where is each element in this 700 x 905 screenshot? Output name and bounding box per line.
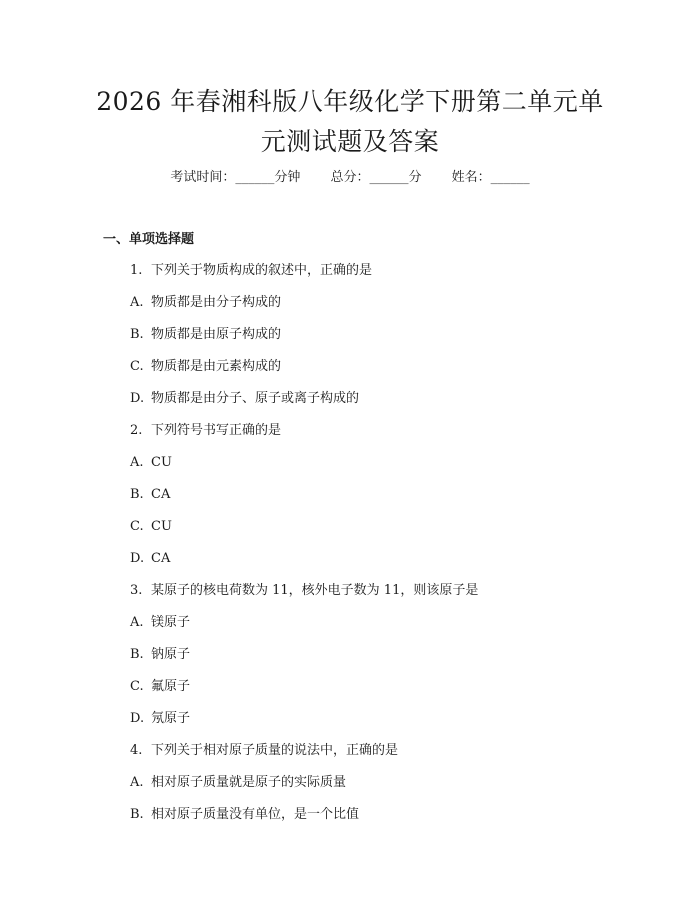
document-title: [60, 82, 640, 162]
option-1c: [130, 357, 281, 377]
question-number: 3.: [130, 583, 143, 598]
option-1d: [130, 389, 359, 409]
option-letter: A.: [130, 775, 144, 790]
question-number: 2.: [130, 423, 143, 438]
question-stem: 下列符号书写正确的是: [151, 423, 282, 438]
option-text: 物质都是由分子、原子或离子构成的: [151, 391, 360, 406]
student-name-field: 姓名：______: [451, 170, 530, 185]
option-letter: C.: [130, 679, 144, 694]
option-3c: [130, 677, 190, 697]
question-2: [130, 421, 281, 441]
option-letter: C.: [130, 359, 144, 374]
option-letter: A.: [130, 615, 144, 630]
exam-meta: [0, 168, 700, 188]
option-text: 钠原子: [151, 647, 191, 662]
option-text: 物质都是由元素构成的: [151, 359, 282, 374]
option-text: CU: [151, 519, 172, 534]
option-letter: B.: [130, 807, 144, 822]
option-text: 镁原子: [151, 615, 191, 630]
section-heading: 一、单项选择题: [103, 232, 195, 247]
option-letter: B.: [130, 647, 144, 662]
option-letter: C.: [130, 519, 144, 534]
option-letter: D.: [130, 711, 145, 726]
total-score-field: 总分：______分: [330, 170, 422, 185]
option-1b: [130, 325, 281, 345]
option-text: CA: [151, 551, 171, 566]
question-number: 1.: [130, 263, 143, 278]
option-2d: [130, 549, 170, 569]
option-letter: B.: [130, 487, 144, 502]
option-2a: [130, 453, 172, 473]
question-1: [130, 261, 372, 281]
option-4a: [130, 773, 346, 793]
question-stem: 下列关于相对原子质量的说法中，正确的是: [151, 743, 399, 758]
option-text: 相对原子质量没有单位，是一个比值: [151, 807, 360, 822]
option-text: 物质都是由原子构成的: [151, 327, 282, 342]
option-text: 氖原子: [151, 711, 191, 726]
option-letter: A.: [130, 295, 144, 310]
question-4: [130, 741, 398, 761]
question-number: 4.: [130, 743, 143, 758]
option-2c: [130, 517, 172, 537]
option-3a: [130, 613, 190, 633]
option-text: CA: [151, 487, 171, 502]
question-stem: 下列关于物质构成的叙述中，正确的是: [151, 263, 373, 278]
exam-time-field: 考试时间：______分钟: [170, 170, 301, 185]
option-4b: [130, 805, 359, 825]
option-2b: [130, 485, 170, 505]
question-stem: 某原子的核电荷数为 11，核外电子数为 11，则该原子是: [151, 583, 479, 598]
title-line-1: 2026 年春湘科版八年级化学下册第二单元单: [96, 87, 604, 116]
option-3d: [130, 709, 190, 729]
option-text: 相对原子质量就是原子的实际质量: [151, 775, 347, 790]
option-letter: A.: [130, 455, 144, 470]
question-3: [130, 581, 478, 601]
option-text: CU: [151, 455, 172, 470]
option-text: 物质都是由分子构成的: [151, 295, 282, 310]
option-1a: [130, 293, 281, 313]
title-line-2: 元测试题及答案: [260, 127, 440, 156]
option-letter: D.: [130, 551, 145, 566]
option-letter: D.: [130, 391, 145, 406]
option-3b: [130, 645, 190, 665]
option-letter: B.: [130, 327, 144, 342]
option-text: 氟原子: [151, 679, 191, 694]
